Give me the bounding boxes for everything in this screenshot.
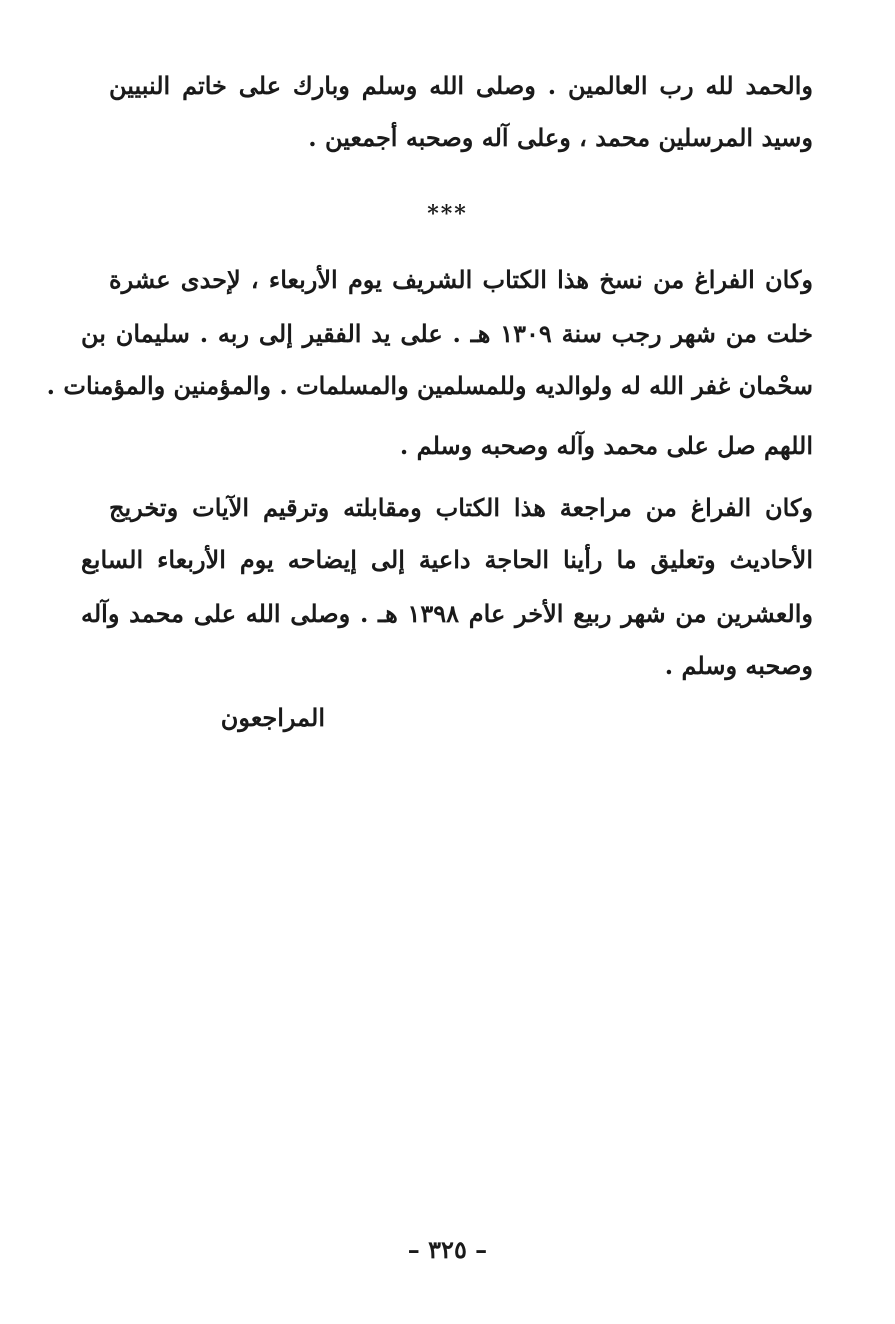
paragraph-2-line-1: وكان الفراغ من نسخ هذا الكتاب الشريف يوم الأربعاء ، لإحدى عشرة bbox=[109, 265, 813, 294]
paragraph-1-line-1: والحمد لله رب العالمين . وصلى الله وسلم وبارك على خاتم النبيين bbox=[109, 71, 813, 100]
signature: المراجعون bbox=[220, 703, 325, 732]
paragraph-1-line-2: وسيد المرسلين محمد ، وعلى آله وصحبه أجمعين . bbox=[308, 123, 813, 152]
paragraph-4-line-1: وكان الفراغ من مراجعة هذا الكتاب ومقابلته وترقيم الآيات وتخريج bbox=[109, 493, 813, 522]
paragraph-2-line-2: خلت من شهر رجب سنة ١٣٠٩ هـ . على يد الفقير إلى ربه . سليمان بن bbox=[81, 319, 813, 348]
paragraph-4-line-2: الأحاديث وتعليق ما رأينا الحاجة داعية إلى إيضاحه يوم الأربعاء السابع bbox=[81, 545, 813, 574]
section-separator: *** bbox=[427, 201, 468, 227]
paragraph-2-line-3: سحْمان غفر الله له ولوالديه وللمسلمين والمسلمات . والمؤمنين والمؤمنات . bbox=[46, 371, 813, 400]
paragraph-3-line-1: اللهم صل على محمد وآله وصحبه وسلم . bbox=[399, 431, 813, 460]
paragraph-4-line-3: والعشرين من شهر ربيع الأخر عام ١٣٩٨ هـ . وصلى الله على محمد وآله bbox=[81, 599, 813, 628]
paragraph-4-line-4: وصحبه وسلم . bbox=[664, 651, 813, 680]
page-number: – ٣٢٥ – bbox=[407, 1235, 488, 1264]
